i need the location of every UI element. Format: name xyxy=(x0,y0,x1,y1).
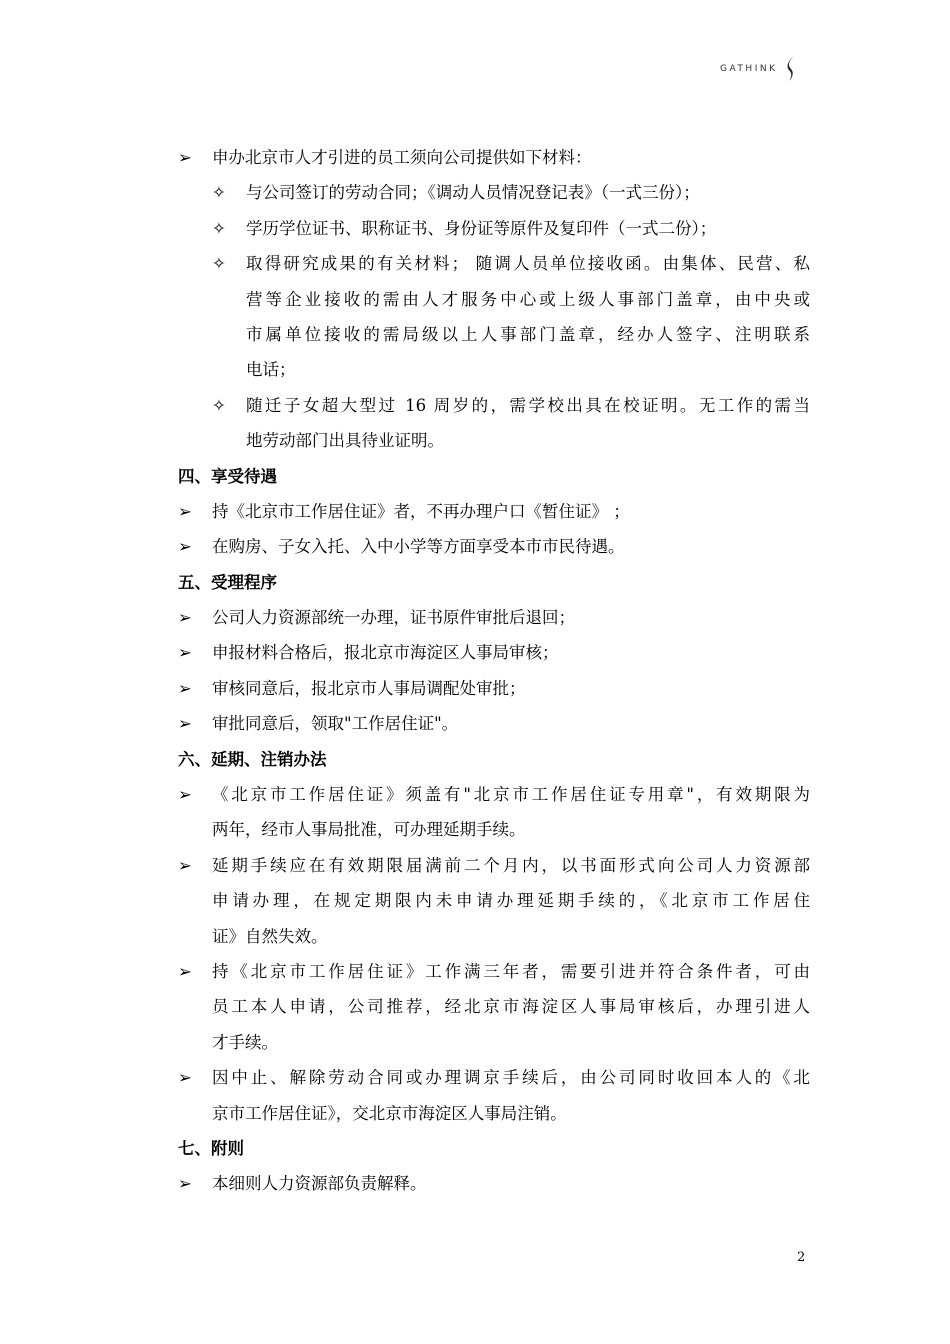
arrow-bullet-icon: ➢ xyxy=(178,148,192,167)
list-item-text: 在购房、子女入托、入中小学等方面享受本市市民待遇。 xyxy=(212,537,625,557)
list-item xyxy=(178,1166,810,1201)
section-heading-benefits: 四、享受待遇 xyxy=(178,466,277,486)
list-item-text: 延期手续应在有效期限届满前二个月内，以书面形式向公司人力资源部 xyxy=(212,855,810,875)
list-item-continuation: 申请办理，在规定期限内未申请办理延期手续的，《北京市工作居住 xyxy=(212,891,810,911)
sub-list-item-continuation: 地劳动部门出具待业证明。 xyxy=(246,431,444,451)
sub-list-item xyxy=(178,175,810,210)
logo-swoosh-icon xyxy=(786,56,796,82)
list-item xyxy=(178,494,810,529)
document-body xyxy=(178,140,810,1202)
page-number: 2 xyxy=(797,1250,806,1265)
arrow-bullet-icon: ➢ xyxy=(178,714,192,734)
arrow-bullet-icon: ➢ xyxy=(178,1174,192,1194)
sub-list-item-continuation: 电话； xyxy=(246,360,296,380)
list-item xyxy=(178,671,810,706)
list-item-text: 公司人力资源部统一办理，证书原件审批后退回； xyxy=(212,608,575,628)
arrow-bullet-icon: ➢ xyxy=(178,855,192,875)
diamond-bullet-icon: ✧ xyxy=(212,183,226,203)
arrow-bullet-icon: ➢ xyxy=(178,1068,192,1088)
list-item-continuation: 两年，经市人事局批准，可办理延期手续。 xyxy=(212,820,526,840)
arrow-bullet-icon: ➢ xyxy=(178,961,192,981)
company-logo xyxy=(720,56,796,82)
arrow-bullet-icon: ➢ xyxy=(178,537,192,557)
list-item-continuation: 京市工作居住证》，交北京市海淀区人事局注销。 xyxy=(212,1103,567,1123)
sub-list-item-text: 取得研究成果的有关材料； 随调人员单位接收函。由集体、民营、私 xyxy=(246,254,810,274)
list-item xyxy=(178,954,810,989)
sub-list-item-text: 学历学位证书、职称证书、身份证等原件及复印件（一式二份）； xyxy=(246,218,717,238)
list-item xyxy=(178,706,810,741)
diamond-bullet-icon: ✧ xyxy=(212,218,226,238)
list-item-text: 申办北京市人才引进的员工须向公司提供如下材料： xyxy=(212,148,592,167)
arrow-bullet-icon: ➢ xyxy=(178,785,192,805)
sub-list-item xyxy=(178,388,810,423)
list-item-text: 持《北京市工作居住证》工作满三年者，需要引进并符合条件者，可由 xyxy=(212,961,810,981)
list-item-continuation: 员工本人申请，公司推荐，经北京市海淀区人事局审核后，办理引进人 xyxy=(212,997,810,1017)
sub-list-item-text: 与公司签订的劳动合同；《调动人员情况登记表》（一式三份）； xyxy=(246,183,700,203)
list-item-continuation: 才手续。 xyxy=(212,1032,278,1052)
list-item-text: 持《北京市工作居住证》者，不再办理户口《暂住证》 ； xyxy=(212,501,630,521)
diamond-bullet-icon: ✧ xyxy=(212,395,226,415)
list-item xyxy=(178,140,810,175)
list-item-continuation: 证》自然失效。 xyxy=(212,926,328,946)
logo-text: GATHINK xyxy=(720,64,778,74)
list-item-text: 因中止、解除劳动合同或办理调京手续后，由公司同时收回本人的《北 xyxy=(212,1068,810,1088)
arrow-bullet-icon: ➢ xyxy=(178,608,192,628)
arrow-bullet-icon: ➢ xyxy=(178,643,192,663)
list-item xyxy=(178,777,810,812)
list-item xyxy=(178,1060,810,1095)
section-heading-procedure: 五、受理程序 xyxy=(178,572,277,592)
diamond-bullet-icon: ✧ xyxy=(212,254,226,274)
list-item xyxy=(178,848,810,883)
list-item-text: 《北京市工作居住证》须盖有"北京市工作居住证专用章"，有效期限为 xyxy=(212,785,810,805)
list-item xyxy=(178,529,810,564)
sub-list-item xyxy=(178,211,810,246)
section-heading-appendix: 七、附则 xyxy=(178,1138,244,1158)
list-item-text: 审批同意后，领取"工作居住证"。 xyxy=(212,714,459,734)
sub-list-item-continuation: 营等企业接收的需由人才服务中心或上级人事部门盖章，由中央或 xyxy=(246,289,810,309)
list-item-text: 申报材料合格后，报北京市海淀区人事局审核； xyxy=(212,643,559,663)
list-item-text: 本细则人力资源部负责解释。 xyxy=(212,1174,427,1194)
sub-list-item-continuation: 市属单位接收的需局级以上人事部门盖章，经办人签字、注明联系 xyxy=(246,324,810,344)
arrow-bullet-icon: ➢ xyxy=(178,501,192,521)
list-item xyxy=(178,635,810,670)
sub-list-item-text: 随迁子女超大型过 16 周岁的，需学校出具在校证明。无工作的需当 xyxy=(246,395,810,415)
arrow-bullet-icon: ➢ xyxy=(178,678,192,698)
list-item xyxy=(178,600,810,635)
sub-list-item xyxy=(178,246,810,281)
section-heading-extension: 六、延期、注销办法 xyxy=(178,749,327,769)
list-item-text: 审核同意后，报北京市人事局调配处审批； xyxy=(212,678,526,698)
